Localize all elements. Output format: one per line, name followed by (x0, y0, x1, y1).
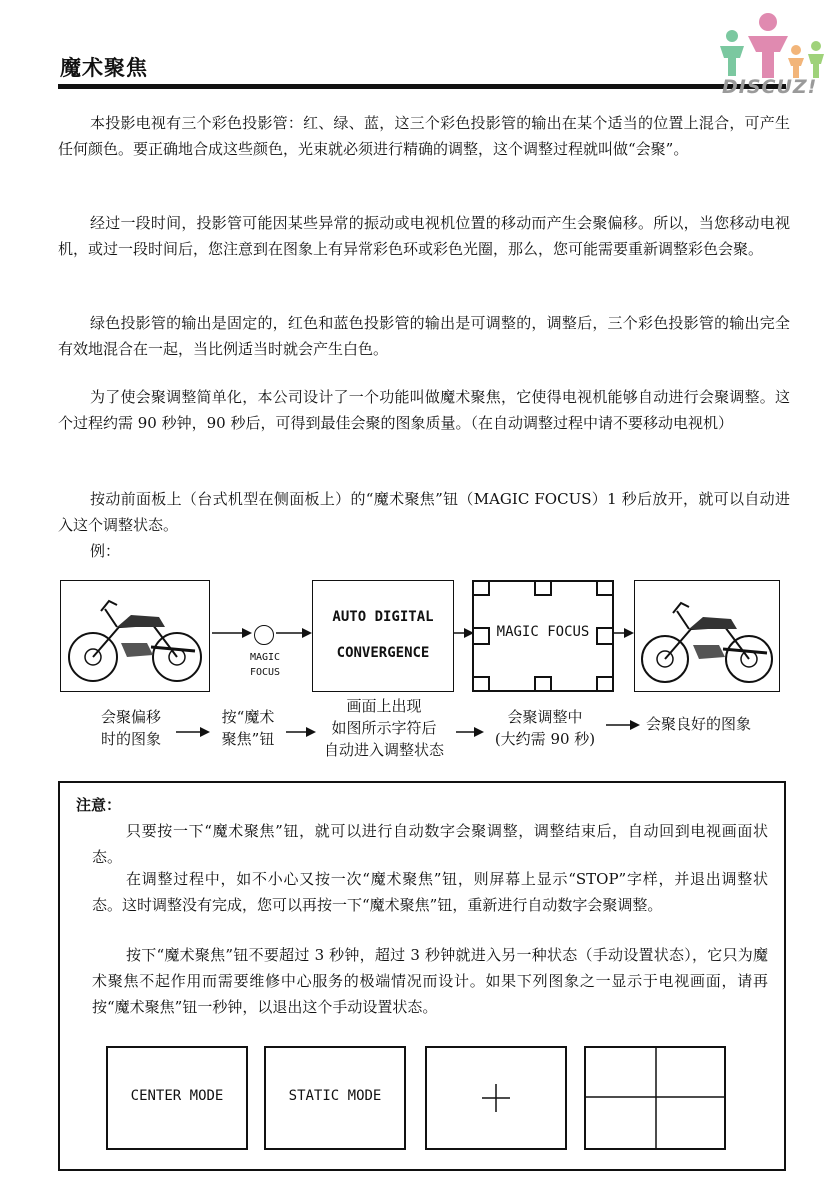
caption-press-line2: 聚焦”钮 (221, 730, 275, 748)
caption-misconverged (88, 706, 174, 750)
static-mode-screen (264, 1046, 406, 1150)
caption-misconverged-line2: 时的图象 (100, 730, 161, 748)
caption-arrow-4-icon (606, 718, 640, 732)
caption-adjusting-line2: (大约需 90 秒) (494, 730, 596, 748)
magic-focus-button-icon (254, 625, 274, 645)
caption-arrow-3-icon (456, 725, 484, 739)
logo-text: DISCUZ! (722, 76, 818, 98)
auto-digital-convergence-screen (312, 580, 454, 692)
center-mode-text: CENTER MODE (130, 1088, 224, 1104)
caption-adjusting (484, 706, 606, 750)
magic-focus-screen-text: MAGIC FOCUS (496, 624, 590, 640)
crosshair-icon (427, 1048, 565, 1148)
paragraph-2: 经过一段时间，投影管可能因某些异常的振动或电视机位置的移动而产生会聚偏移。所以，当您移动电视机，或过一段时间后，您注意到在图象上有异常彩色环或彩色光圈，那么，您可能需要重新调整彩色会聚。 (58, 214, 790, 258)
page-title: 魔术聚焦 (60, 56, 148, 80)
paragraph-1: 本投影电视有三个彩色投影管：红、绿、蓝，这三个彩色投影管的输出在某个适当的位置上混合，可产生任何颜色。要正确地合成这些颜色，光束就必须进行精确的调整，这个调整过程就叫做“会聚”。 (58, 114, 790, 158)
caption-press-line1: 按“魔术 (221, 708, 275, 726)
caption-screen-line2: 如图所示字符后 (331, 719, 437, 737)
arrow-2-icon (276, 626, 312, 640)
caption-misconverged-line1: 会聚偏移 (100, 708, 161, 726)
paragraph-3: 绿色投影管的输出是固定的，红色和蓝色投影管的输出是可调整的，调整后，三个彩色投影管的输出完全有效地混合在一起，当比例适当时就会产生白色。 (58, 314, 790, 358)
motorcycle-misconverged-image (60, 580, 210, 692)
magic-focus-label-line2: FOCUS (249, 667, 281, 678)
adc-line2: CONVERGENCE (336, 645, 430, 661)
arrow-3-icon (454, 626, 474, 640)
note-paragraph-2: 在调整过程中，如不小心又按一次“魔术聚焦”钮，则屏幕上显示“STOP”字样，并退出调整状态。这时调整没有完成，您可以再按一下“魔术聚焦”钮，重新进行自动数字会聚调整。 (92, 870, 768, 914)
caption-screen-line3: 自动进入调整状态 (323, 741, 444, 759)
caption-arrow-2-icon (286, 725, 316, 739)
caption-screen-appears (314, 695, 454, 761)
motorcycle-converged-image (634, 580, 780, 692)
static-mode-text: STATIC MODE (288, 1088, 382, 1104)
magic-focus-button-label (240, 650, 290, 680)
grid-screen (584, 1046, 726, 1150)
motorcycle-icon (61, 581, 209, 691)
adc-line1: AUTO DIGITAL (332, 609, 434, 625)
motorcycle-icon (635, 581, 779, 691)
note-paragraph-1: 只要按一下“魔术聚焦”钮，就可以进行自动数字会聚调整，调整结束后，自动回到电视画面状态。 (92, 822, 768, 866)
caption-arrow-1-icon (176, 725, 210, 739)
title-underline (58, 84, 786, 89)
center-mode-screen (106, 1046, 248, 1150)
caption-screen-line1: 画面上出现 (346, 697, 422, 715)
caption-press-button (208, 706, 288, 750)
caption-adjusting-line1: 会聚调整中 (507, 708, 583, 726)
note-title: 注意： (76, 796, 122, 814)
paragraph-4: 为了使会聚调整简单化，本公司设计了一个功能叫做魔术聚焦，它使得电视机能够自动进行会聚调整。这个过程约需 90 秒钟，90 秒后，可得到最佳会聚的图象质量。（在自动调整过程中请不要移动电视机） (58, 388, 790, 432)
note-paragraph-3: 按下“魔术聚焦”钮不要超过 3 秒钟，超过 3 秒钟就进入另一种状态（手动设置状态），它只为魔术聚焦不起作用而需要维修中心服务的极端情况而设计。如果下列图象之一显示于电视画面，请再按“魔术聚焦”钮一秒钟，以退出这个手动设置状态。 (92, 946, 768, 1016)
example-label: 例： (90, 542, 121, 560)
crosshair-screen (425, 1046, 567, 1150)
arrow-1-icon (212, 626, 252, 640)
arrow-4-icon (614, 626, 634, 640)
grid-lines-icon (586, 1048, 724, 1148)
paragraph-5: 按动前面板上（台式机型在侧面板上）的“魔术聚焦”钮（MAGIC FOCUS）1 秒后放开，就可以自动进入这个调整状态。 (58, 490, 790, 534)
magic-focus-label-line1: MAGIC (249, 652, 281, 663)
caption-converged: 会聚良好的图象 (646, 715, 752, 733)
